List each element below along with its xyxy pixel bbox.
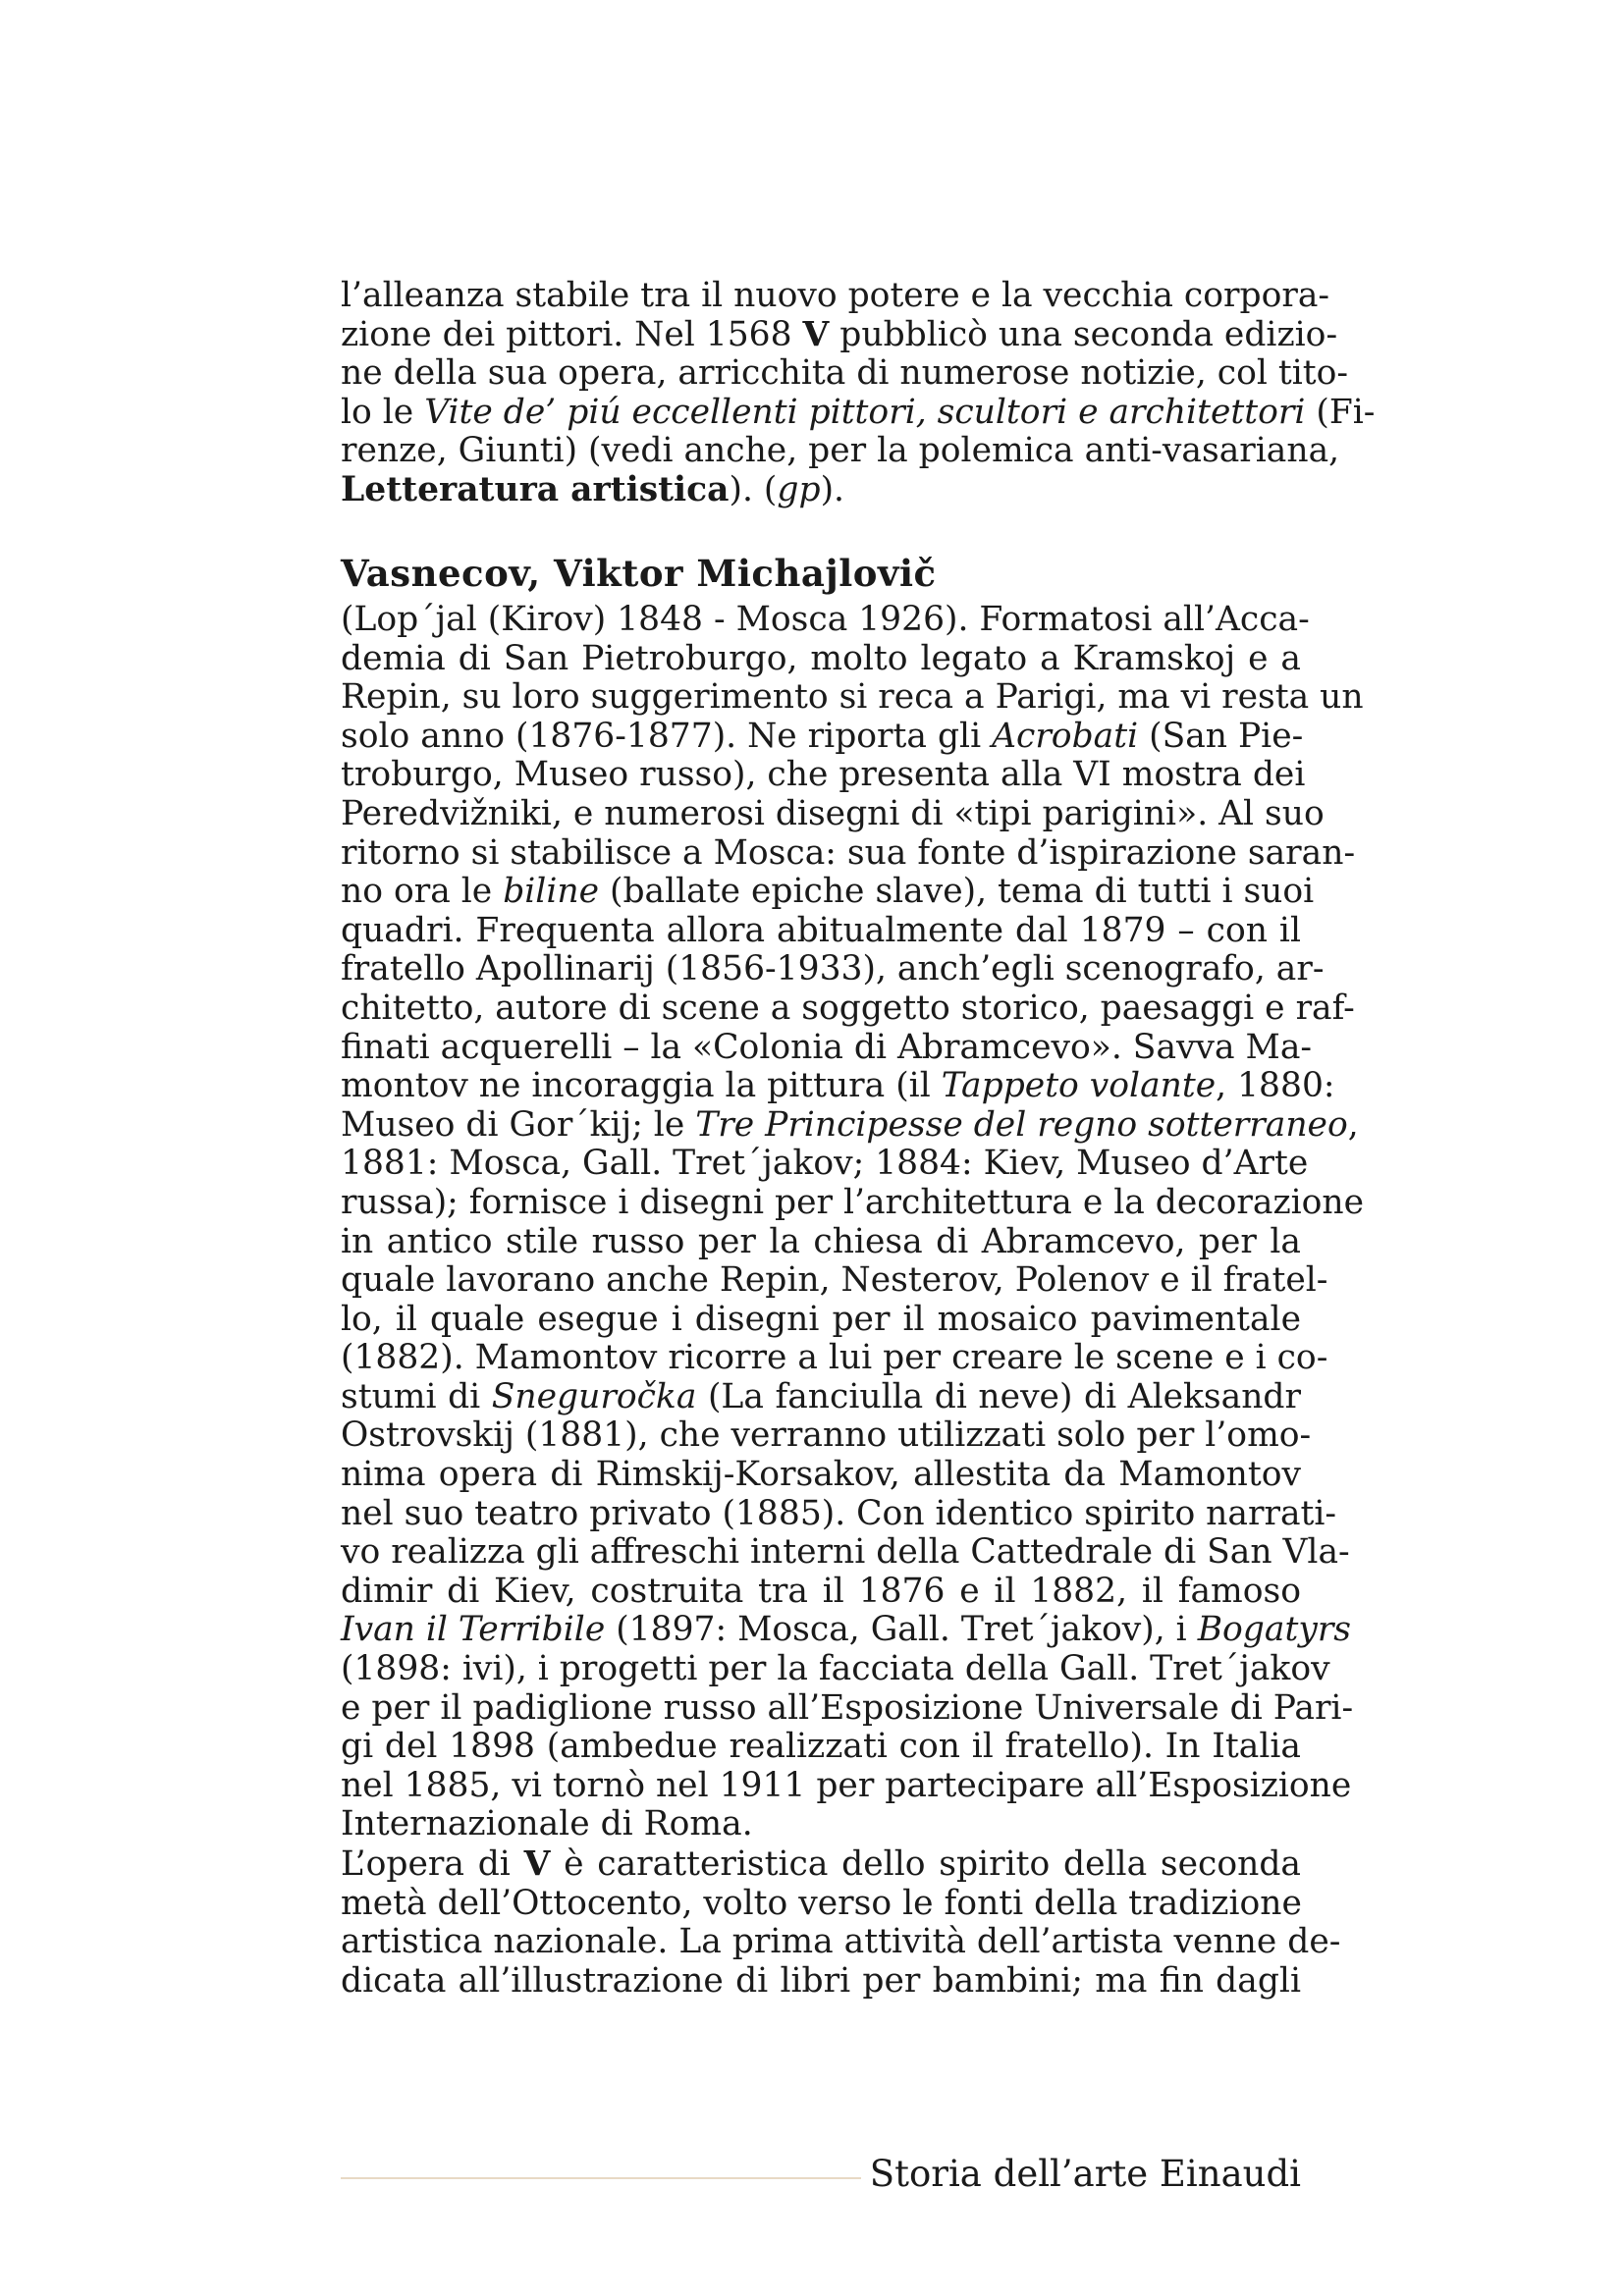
italic-title: Tappeto volante: [941, 1066, 1217, 1106]
text-line: gi del 1898 (ambedue realizzati con il fratello). In Italia: [341, 1727, 1301, 1767]
text-line: quadri. Frequenta allora abitualmente dal 1879 – con il: [341, 910, 1301, 950]
italic-title: Bogatyrs: [1197, 1610, 1352, 1650]
footer-rule: [341, 2177, 861, 2179]
text-line: 1881: Mosca, Gall. Tret´jakov; 1884: Kiev, Museo d’Arte: [341, 1144, 1309, 1184]
text-line: (1898: ivi), i progetti per la facciata della Gall. Tret´jakov: [341, 1649, 1330, 1689]
text-line: artistica nazionale. La prima attività dell’artista venne de-: [341, 1922, 1341, 1962]
text-line: nel 1885, vi tornò nel 1911 per partecipare all’Esposizione: [341, 1765, 1352, 1805]
text-line: finati acquerelli – la «Colonia di Abramcevo». Savva Ma-: [341, 1027, 1313, 1067]
text-line: lo le Vite de’ piú eccellenti pittori, scultori e architettori (Fi-: [341, 392, 1376, 432]
text-line: fratello Apollinarij (1856-1933), anch’egli scenografo, ar-: [341, 949, 1325, 989]
text-line: chitetto, autore di scene a soggetto storico, paesaggi e raf-: [341, 988, 1355, 1028]
text-line: L’opera di V è caratteristica dello spirito della seconda: [341, 1844, 1301, 1884]
text-line: stumi di Sneguročka (La fanciulla di neve) di Aleksandr: [341, 1376, 1301, 1416]
entry-heading: Vasnecov, Viktor Michajlovič: [341, 552, 937, 595]
text-line: l’alleanza stabile tra il nuovo potere e la vecchia corpora-: [341, 276, 1330, 315]
text-line: Museo di Gor´kij; le Tre Principesse del regno sotterraneo,: [341, 1104, 1359, 1145]
text-line: nima opera di Rimskij-Korsakov, allestita da Mamontov: [341, 1455, 1301, 1495]
bold-term: Letteratura artistica: [341, 469, 730, 509]
italic-title: Sneguročka: [491, 1376, 697, 1416]
text-line: metà dell’Ottocento, volto verso le fonti della tradizione: [341, 1883, 1302, 1923]
text-line: zione dei pittori. Nel 1568 V pubblicò una seconda edizio-: [341, 314, 1338, 354]
text-line: Ostrovskij (1881), che verranno utilizzati solo per l’omo-: [341, 1415, 1312, 1456]
text-line: (1882). Mamontov ricorre a lui per creare le scene e i co-: [341, 1338, 1328, 1378]
text-line: Ivan il Terribile (1897: Mosca, Gall. Tret´jakov), i Bogatyrs: [341, 1610, 1352, 1650]
text-line: demia di San Pietroburgo, molto legato a Kramskoj e a: [341, 638, 1301, 678]
text-line: nel suo teatro privato (1885). Con identico spirito narrati-: [341, 1493, 1337, 1533]
entry-paragraph: [341, 600, 1365, 1844]
text-line: Repin, su loro suggerimento si reca a Parigi, ma vi resta un: [341, 677, 1364, 718]
text-line: no ora le biline (ballate epiche slave), tema di tutti i suoi: [341, 872, 1315, 912]
text-line: quale lavorano anche Repin, Nesterov, Polenov e il fratel-: [341, 1260, 1328, 1301]
text-line: Internazionale di Roma.: [341, 1804, 753, 1844]
text-line: solo anno (1876-1877). Ne riporta gli Acrobati (San Pie-: [341, 716, 1304, 756]
italic-title: biline: [503, 872, 600, 912]
bold-term: V: [802, 314, 830, 354]
footer-text: Storia dell’arte Einaudi: [869, 2153, 1301, 2195]
bold-term: V: [523, 1844, 551, 1884]
italic-title: Tre Principesse del regno sotterraneo: [695, 1104, 1348, 1145]
italic-title: gp: [777, 469, 821, 509]
text-line: Peredvižniki, e numerosi disegni di «tipi parigini». Al suo: [341, 793, 1325, 833]
text-line: ne della sua opera, arricchita di numerose notizie, col tito-: [341, 353, 1349, 394]
intro-paragraph: [341, 276, 1376, 510]
text-line: renze, Giunti) (vedi anche, per la polemica anti-vasariana,: [341, 431, 1340, 471]
text-line: ritorno si stabilisce a Mosca: sua fonte d’ispirazione saran-: [341, 832, 1356, 873]
text-line: in antico stile russo per la chiesa di Abramcevo, per la: [341, 1221, 1301, 1261]
text-line: montov ne incoraggia la pittura (il Tappeto volante, 1880:: [341, 1066, 1335, 1106]
text-line: lo, il quale esegue i disegni per il mosaico pavimentale: [341, 1299, 1301, 1339]
text-line: dicata all’illustrazione di libri per bambini; ma fin dagli: [341, 1960, 1301, 2001]
text-line: russa); fornisce i disegni per l’architettura e la decorazione: [341, 1182, 1365, 1222]
italic-title: Acrobati: [992, 716, 1139, 756]
text-line: (Lop´jal (Kirov) 1848 - Mosca 1926). Formatosi all’Acca-: [341, 600, 1310, 639]
text-line: vo realizza gli affreschi interni della Cattedrale di San Vla-: [341, 1532, 1350, 1573]
text-line: e per il padiglione russo all’Esposizione Universale di Pari-: [341, 1687, 1354, 1728]
text-line: troburgo, Museo russo), che presenta alla VI mostra dei: [341, 755, 1306, 795]
text-line: Letteratura artistica). (gp).: [341, 469, 844, 509]
italic-title: Vite de’ piú eccellenti pittori, scultori e architettori: [424, 392, 1306, 432]
second-paragraph: [341, 1844, 1341, 2001]
italic-title: Ivan il Terribile: [341, 1610, 606, 1650]
text-line: dimir di Kiev, costruita tra il 1876 e il 1882, il famoso: [341, 1571, 1301, 1611]
